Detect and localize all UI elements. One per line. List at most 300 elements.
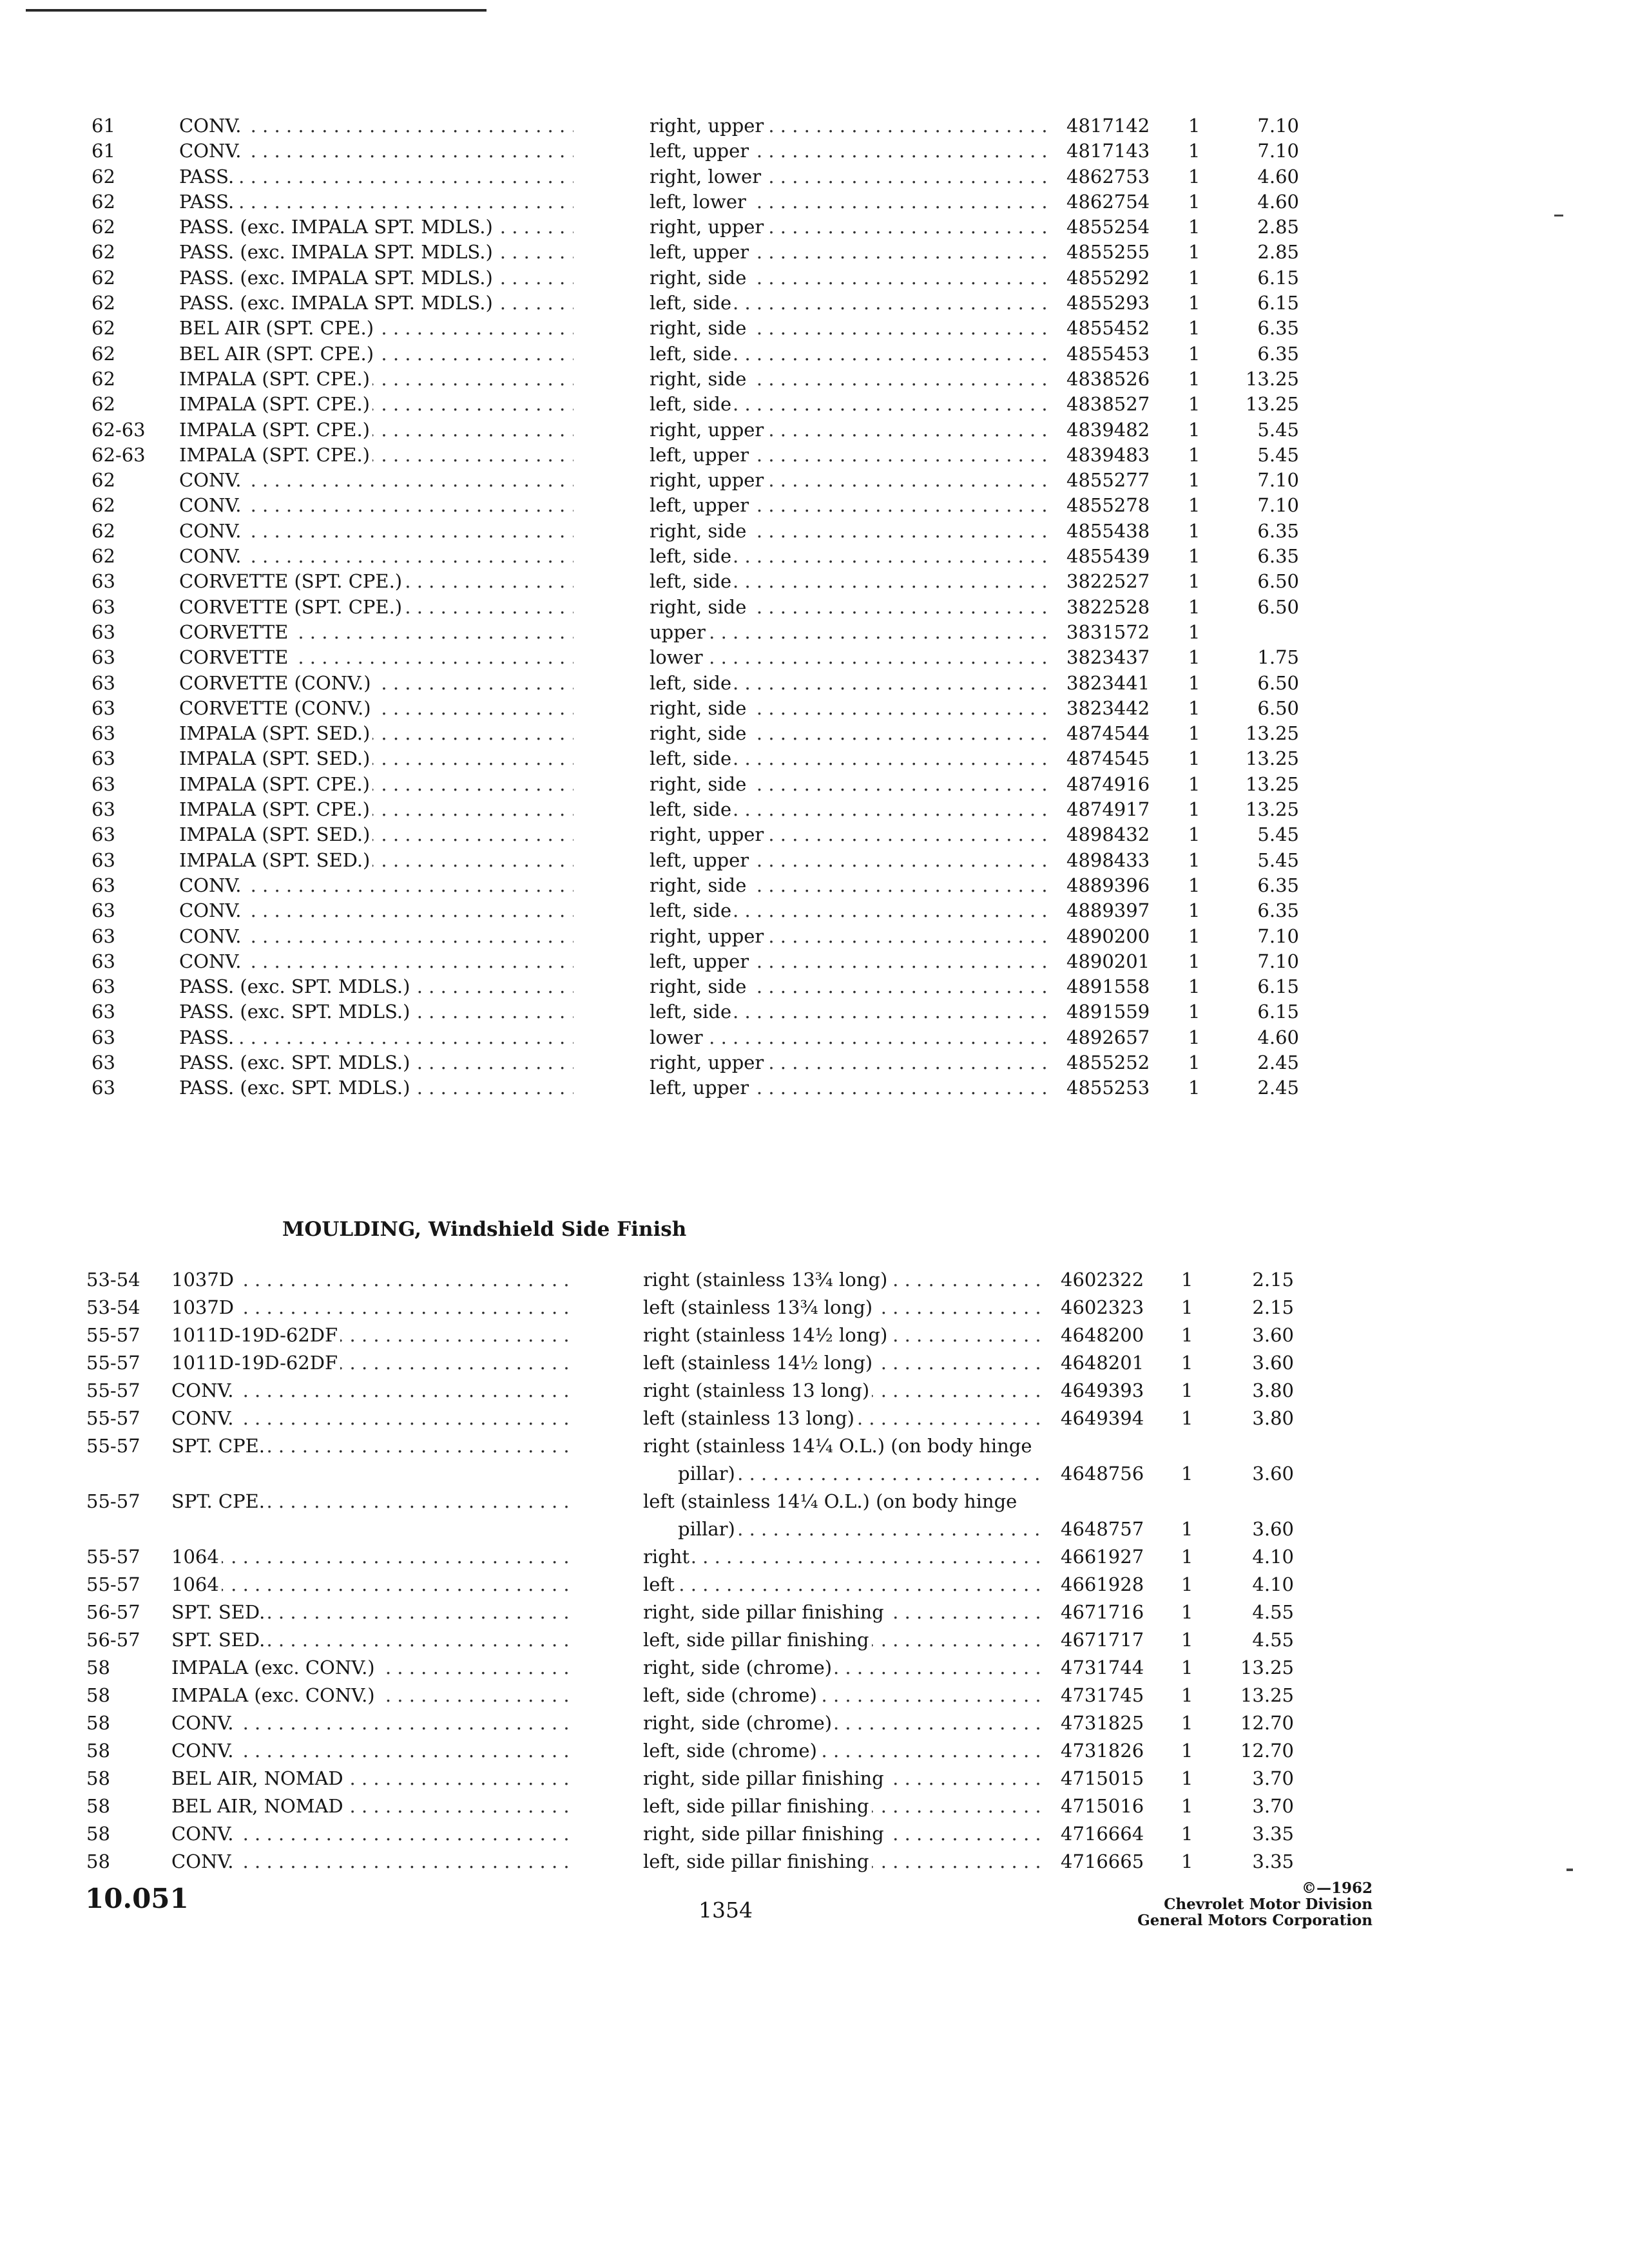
description-cell-text: right, lower (650, 166, 764, 187)
description-cell (650, 392, 1050, 417)
part-number-cell: 4661928 (1061, 1573, 1144, 1595)
table-row (0, 721, 1629, 746)
part-number-cell: 4889397 (1066, 899, 1150, 922)
part-number-cell: 4890200 (1066, 925, 1150, 947)
year-cell: 58 (86, 1740, 110, 1762)
price-cell: 2.45 (1257, 1051, 1299, 1073)
quantity-cell: 1 (1188, 899, 1200, 922)
model-cell-text: IMPALA (SPT. CPE.) (179, 773, 372, 795)
price-cell: 12.70 (1240, 1712, 1294, 1734)
price-cell: 3.35 (1252, 1823, 1294, 1845)
table-row (0, 493, 1629, 518)
description-cell (650, 1050, 1050, 1075)
table-row (0, 392, 1629, 417)
model-cell-text: PASS. (179, 166, 236, 187)
description-cell (650, 696, 1050, 721)
table-row (0, 139, 1629, 164)
model-cell-text: CONV. (179, 140, 244, 162)
description-cell-text: right, upper (650, 115, 766, 137)
quantity-cell: 1 (1188, 747, 1200, 770)
quantity-cell: 1 (1188, 443, 1200, 466)
model-cell-text: PASS. (exc. SPT. MDLS.) (179, 1052, 412, 1073)
description-cell (650, 999, 1050, 1024)
price-cell: 2.85 (1257, 241, 1299, 264)
description-cell (643, 1765, 1045, 1792)
quantity-cell: 1 (1188, 925, 1200, 947)
part-number-cell: 4855452 (1066, 317, 1150, 340)
description-cell (643, 1626, 1045, 1654)
description-cell (643, 1682, 1045, 1709)
year-cell: 62 (92, 216, 115, 238)
description-cell-text: right, upper (650, 1052, 766, 1073)
quantity-cell: 1 (1188, 697, 1200, 719)
quantity-cell: 1 (1188, 1077, 1200, 1099)
description-cell (650, 215, 1050, 240)
quantity-cell: 1 (1181, 1463, 1193, 1485)
parts-table-upper (0, 113, 1629, 1101)
description-cell (650, 1075, 1050, 1100)
copyright-year: ©—1962 (1301, 1879, 1373, 1897)
description-cell-text: left (643, 1573, 677, 1595)
table-row (0, 367, 1629, 392)
part-number-cell: 4715016 (1061, 1795, 1144, 1817)
price-cell: 4.10 (1252, 1546, 1294, 1568)
description-cell (650, 924, 1050, 949)
description-cell (650, 493, 1050, 518)
description-cell (650, 367, 1050, 392)
description-cell-text: left, upper (650, 241, 751, 263)
model-cell (179, 443, 574, 468)
description-cell (650, 291, 1050, 316)
model-cell (171, 1321, 568, 1349)
model-cell-text: PASS. (exc. IMPALA SPT. MDLS.) (179, 241, 496, 263)
description-cell-text: left, lower (650, 191, 749, 213)
quantity-cell: 1 (1188, 469, 1200, 492)
quantity-cell: 1 (1188, 798, 1200, 821)
description-cell (650, 341, 1050, 367)
table-row (0, 696, 1629, 721)
price-cell: 4.60 (1257, 165, 1299, 187)
model-cell (171, 1737, 568, 1765)
year-cell: 58 (86, 1657, 110, 1678)
price-cell: 6.35 (1257, 874, 1299, 896)
part-number-cell: 4862754 (1066, 190, 1150, 213)
quantity-cell: 1 (1181, 1296, 1193, 1318)
table-row (0, 215, 1629, 240)
quantity-cell: 1 (1181, 1767, 1193, 1789)
model-cell-text: 1037D (171, 1296, 236, 1318)
model-cell (179, 164, 574, 189)
year-cell: 62 (92, 367, 115, 390)
quantity-cell: 1 (1181, 1379, 1193, 1401)
quantity-cell: 1 (1181, 1573, 1193, 1595)
quantity-cell: 1 (1188, 595, 1200, 618)
description-cell (650, 822, 1050, 847)
description-cell (650, 418, 1050, 443)
model-cell (179, 645, 574, 670)
description-cell-text: upper (650, 621, 708, 643)
quantity-cell: 1 (1188, 367, 1200, 390)
description-cell (643, 1654, 1045, 1682)
year-cell: 62 (92, 469, 115, 492)
model-cell-text: SPT. SED. (171, 1601, 267, 1623)
part-number-cell: 4874545 (1066, 747, 1150, 770)
description-cell (643, 1377, 1045, 1405)
price-cell: 3.70 (1252, 1795, 1294, 1817)
quantity-cell: 1 (1188, 216, 1200, 238)
description-cell-text: right, side (650, 874, 749, 896)
part-number-cell: 4855253 (1066, 1077, 1150, 1099)
table-row (0, 746, 1629, 771)
description-cell-text: left, side (650, 1001, 734, 1023)
model-cell-text: IMPALA (SPT. SED.) (179, 823, 372, 845)
quantity-cell: 1 (1181, 1823, 1193, 1845)
model-cell (179, 139, 574, 164)
year-cell: 62 (92, 519, 115, 542)
description-cell (650, 164, 1050, 189)
model-cell (179, 848, 574, 873)
model-cell-text: CONV. (171, 1850, 236, 1872)
price-cell: 4.10 (1252, 1573, 1294, 1595)
model-cell (179, 291, 574, 316)
table-row (0, 569, 1629, 594)
table-row (0, 1349, 1629, 1377)
description-cell (643, 1571, 1045, 1599)
quantity-cell: 1 (1188, 342, 1200, 365)
part-number-cell: 4855453 (1066, 342, 1150, 365)
part-number-cell: 4874544 (1066, 722, 1150, 745)
model-cell-text: CONV. (171, 1407, 236, 1429)
model-cell (171, 1294, 568, 1321)
model-cell-text: SPT. SED. (171, 1629, 267, 1651)
price-cell: 13.25 (1245, 798, 1299, 821)
part-number-cell: 4839482 (1066, 418, 1150, 441)
quantity-cell: 1 (1188, 393, 1200, 416)
year-cell: 63 (92, 697, 115, 719)
part-number-cell: 3823437 (1066, 646, 1150, 669)
model-cell (179, 898, 574, 923)
model-cell-text: CONV. (179, 899, 244, 921)
description-cell-text: left, upper (650, 950, 751, 972)
section-title: MOULDING, Windshield Side Finish (282, 1218, 687, 1241)
model-cell (171, 1488, 568, 1515)
description-cell (650, 1025, 1050, 1050)
model-cell-text: CONV. (179, 469, 244, 491)
table-row (0, 1543, 1629, 1571)
year-cell: 58 (86, 1823, 110, 1845)
year-cell: 55-57 (86, 1435, 140, 1457)
quantity-cell: 1 (1188, 620, 1200, 643)
table-row (0, 443, 1629, 468)
description-cell (643, 1599, 1045, 1626)
year-cell: 63 (92, 798, 115, 821)
part-number-cell: 4855292 (1066, 266, 1150, 289)
quantity-cell: 1 (1188, 190, 1200, 213)
quantity-cell: 1 (1181, 1324, 1193, 1346)
description-cell-text: left, upper (650, 849, 751, 871)
copyright-block (1137, 1880, 1373, 1928)
price-cell: 3.60 (1252, 1518, 1294, 1540)
table-row (0, 544, 1629, 569)
quantity-cell: 1 (1188, 494, 1200, 517)
model-cell (179, 949, 574, 974)
quantity-cell: 1 (1188, 773, 1200, 795)
model-cell-text: CONV. (179, 925, 244, 947)
model-cell (179, 772, 574, 797)
description-cell-text: left, side pillar finishing (643, 1850, 872, 1872)
year-cell: 62-63 (92, 443, 146, 466)
year-cell: 55-57 (86, 1546, 140, 1568)
year-cell: 58 (86, 1795, 110, 1817)
model-cell (171, 1765, 568, 1792)
year-cell: 62 (92, 190, 115, 213)
model-cell (179, 519, 574, 544)
quantity-cell: 1 (1181, 1712, 1193, 1734)
quantity-cell: 1 (1181, 1795, 1193, 1817)
model-cell-text: PASS. (exc. IMPALA SPT. MDLS.) (179, 267, 496, 289)
part-number-cell: 4855252 (1066, 1051, 1150, 1073)
price-cell: 13.25 (1240, 1684, 1294, 1706)
model-cell-text: PASS. (179, 1026, 236, 1048)
year-cell: 55-57 (86, 1352, 140, 1374)
price-cell: 6.35 (1257, 519, 1299, 542)
model-cell (179, 595, 574, 620)
table-row (0, 1025, 1629, 1050)
year-cell: 63 (92, 1001, 115, 1023)
model-cell (179, 468, 574, 493)
price-cell: 4.60 (1257, 1026, 1299, 1048)
description-cell-text: right, side (650, 520, 749, 542)
parts-table-windshield-moulding (0, 1266, 1629, 1876)
model-cell-text: IMPALA (SPT. CPE.) (179, 444, 372, 466)
price-cell: 7.10 (1257, 494, 1299, 517)
quantity-cell: 1 (1188, 266, 1200, 289)
model-cell (171, 1626, 568, 1654)
part-number-cell: 4862753 (1066, 165, 1150, 187)
price-cell: 7.10 (1257, 140, 1299, 162)
quantity-cell: 1 (1188, 975, 1200, 998)
model-cell (179, 544, 574, 569)
table-row (0, 1848, 1629, 1876)
table-row (0, 1488, 1629, 1543)
price-cell: 13.25 (1245, 367, 1299, 390)
year-cell: 63 (92, 646, 115, 669)
quantity-cell: 1 (1181, 1546, 1193, 1568)
model-cell (179, 1075, 574, 1100)
table-row (0, 1820, 1629, 1848)
price-cell: 3.35 (1252, 1850, 1294, 1872)
description-cell (650, 544, 1050, 569)
year-cell: 58 (86, 1850, 110, 1872)
model-cell (171, 1654, 568, 1682)
model-cell-text: CONV. (179, 115, 244, 137)
model-cell (179, 189, 574, 215)
part-number-cell: 4839483 (1066, 443, 1150, 466)
year-cell: 63 (92, 1051, 115, 1073)
description-cell-text: left, side (650, 899, 734, 921)
year-cell: 62 (92, 266, 115, 289)
table-row (0, 418, 1629, 443)
year-cell: 63 (92, 925, 115, 947)
year-cell: 62 (92, 292, 115, 314)
year-cell: 63 (92, 823, 115, 846)
price-cell: 13.25 (1245, 747, 1299, 770)
model-cell (179, 873, 574, 898)
model-cell-text: IMPALA (SPT. CPE.) (179, 393, 372, 415)
model-cell (179, 392, 574, 417)
quantity-cell: 1 (1188, 570, 1200, 593)
year-cell: 63 (92, 620, 115, 643)
model-cell-text: PASS. (exc. IMPALA SPT. MDLS.) (179, 292, 496, 314)
model-cell (179, 493, 574, 518)
table-row (0, 1765, 1629, 1792)
description-cell-text: left, side (650, 343, 734, 365)
year-cell: 63 (92, 1026, 115, 1048)
year-cell: 62 (92, 165, 115, 187)
table-row (0, 620, 1629, 645)
price-cell: 13.25 (1245, 393, 1299, 416)
description-cell-text: right (stainless 13 long) (643, 1379, 872, 1401)
model-cell-text: 1011D-19D-62DF (171, 1324, 340, 1346)
scan-speck (1566, 1869, 1573, 1871)
price-cell: 2.15 (1252, 1296, 1294, 1318)
description-cell-text: left, side (650, 672, 734, 694)
model-cell-text: IMPALA (SPT. CPE.) (179, 368, 372, 390)
year-cell: 55-57 (86, 1407, 140, 1429)
year-cell: 62 (92, 342, 115, 365)
model-cell-text: CORVETTE (CONV.) (179, 697, 374, 719)
model-cell-text: CONV. (171, 1379, 236, 1401)
description-cell (643, 1266, 1045, 1294)
year-cell: 63 (92, 899, 115, 922)
model-cell-text: PASS. (exc. SPT. MDLS.) (179, 1001, 412, 1023)
description-cell (650, 139, 1050, 164)
model-cell-text: CORVETTE (SPT. CPE.) (179, 596, 405, 618)
price-cell: 5.45 (1257, 443, 1299, 466)
year-cell: 63 (92, 975, 115, 998)
description-cell (643, 1321, 1045, 1349)
part-number-cell: 3823442 (1066, 697, 1150, 719)
description-cell (650, 772, 1050, 797)
description-cell-text: lower (650, 1026, 706, 1048)
year-cell: 63 (92, 671, 115, 694)
table-row (0, 1266, 1629, 1294)
part-number-cell: 4602323 (1061, 1296, 1144, 1318)
year-cell: 58 (86, 1684, 110, 1706)
table-row (0, 1626, 1629, 1654)
model-cell-text: CONV. (171, 1712, 236, 1734)
model-cell (179, 113, 574, 139)
year-cell: 62-63 (92, 418, 146, 441)
year-cell: 63 (92, 849, 115, 871)
year-cell: 62 (92, 545, 115, 568)
description-cell-text: left (stainless 13 long) (643, 1407, 857, 1429)
description-cell (650, 949, 1050, 974)
year-cell: 63 (92, 874, 115, 896)
part-number-cell: 4855293 (1066, 292, 1150, 314)
model-cell-text: CONV. (179, 520, 244, 542)
part-number-cell: 3822527 (1066, 570, 1150, 593)
model-cell (171, 1349, 568, 1377)
description-cell-text: right, upper (650, 823, 766, 845)
model-cell-text: CORVETTE (SPT. CPE.) (179, 570, 405, 592)
part-number-cell: 4898433 (1066, 849, 1150, 871)
description-cell-text: right, side (chrome) (643, 1712, 834, 1734)
price-cell: 6.15 (1257, 1001, 1299, 1023)
table-row (0, 291, 1629, 316)
year-cell: 58 (86, 1712, 110, 1734)
description-cell-text: right, upper (650, 469, 766, 491)
model-cell (179, 316, 574, 341)
model-cell (171, 1599, 568, 1626)
table-row (0, 1377, 1629, 1405)
description-cell (650, 468, 1050, 493)
price-cell: 3.60 (1252, 1463, 1294, 1485)
description-cell (650, 620, 1050, 645)
description-cell-text: left, side pillar finishing (643, 1795, 872, 1817)
price-cell: 13.25 (1245, 773, 1299, 795)
part-number-cell: 4891559 (1066, 1001, 1150, 1023)
price-cell: 7.10 (1257, 950, 1299, 972)
price-cell: 12.70 (1240, 1740, 1294, 1762)
model-cell (179, 924, 574, 949)
model-cell-text: CONV. (179, 494, 244, 516)
top-rule (26, 9, 487, 12)
price-cell: 3.60 (1252, 1352, 1294, 1374)
table-row (0, 797, 1629, 822)
price-cell: 2.45 (1257, 1077, 1299, 1099)
description-cell (650, 240, 1050, 265)
price-cell: 6.15 (1257, 266, 1299, 289)
price-cell: 13.25 (1245, 722, 1299, 745)
part-number-cell: 4731745 (1061, 1684, 1144, 1706)
table-row (0, 898, 1629, 923)
description-cell-text: right (643, 1546, 692, 1568)
table-row (0, 189, 1629, 215)
price-cell: 4.55 (1252, 1601, 1294, 1623)
part-number-cell: 4731825 (1061, 1712, 1144, 1734)
description-cell (650, 898, 1050, 923)
year-cell: 53-54 (86, 1269, 140, 1291)
model-cell (179, 1025, 574, 1050)
part-number-cell: 4874917 (1066, 798, 1150, 821)
model-cell (171, 1848, 568, 1876)
model-cell (171, 1543, 568, 1571)
part-number-cell: 4855277 (1066, 469, 1150, 492)
description-cell-text: left, side (650, 747, 734, 769)
part-number-cell: 4889396 (1066, 874, 1150, 896)
quantity-cell: 1 (1188, 646, 1200, 669)
part-number-cell: 4648201 (1061, 1352, 1144, 1374)
quantity-cell: 1 (1188, 140, 1200, 162)
year-cell: 55-57 (86, 1379, 140, 1401)
quantity-cell: 1 (1188, 722, 1200, 745)
part-number-cell: 4838527 (1066, 393, 1150, 416)
description-cell-text: left, side (650, 393, 734, 415)
model-cell-text: IMPALA (SPT. SED.) (179, 722, 372, 744)
price-cell: 3.70 (1252, 1767, 1294, 1789)
quantity-cell: 1 (1188, 165, 1200, 187)
quantity-cell: 1 (1181, 1850, 1193, 1872)
quantity-cell: 1 (1188, 241, 1200, 264)
quantity-cell: 1 (1188, 1001, 1200, 1023)
model-cell (179, 418, 574, 443)
model-cell-text: 1037D (171, 1269, 236, 1291)
price-cell: 4.55 (1252, 1629, 1294, 1651)
description-cell-text: right, side (650, 773, 749, 795)
model-cell (171, 1682, 568, 1709)
table-row (0, 1294, 1629, 1321)
